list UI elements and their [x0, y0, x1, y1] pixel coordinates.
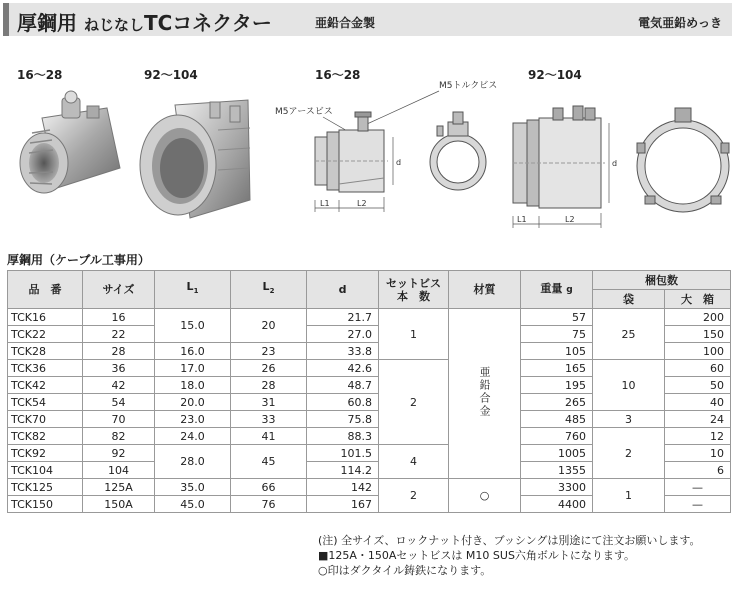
dim-d: d — [396, 158, 402, 167]
cell-size: 82 — [83, 428, 155, 445]
cell-model: TCK92 — [8, 445, 83, 462]
table-row — [8, 309, 731, 326]
cell-size: 54 — [83, 394, 155, 411]
cell-model: TCK16 — [8, 309, 83, 326]
col-header-setbis-2: 本 数 — [397, 289, 430, 303]
cell-model: TCK82 — [8, 428, 83, 445]
cell-l1: 18.0 — [155, 377, 231, 394]
col-header-setbis — [379, 271, 449, 309]
col-header-l1-sub: 1 — [193, 287, 199, 296]
cell-d: 42.6 — [307, 360, 379, 377]
cell-weight: 265 — [521, 394, 593, 411]
cell-box: 200 — [665, 309, 731, 326]
cell-size: 92 — [83, 445, 155, 462]
cell-l2: 31 — [231, 394, 307, 411]
cell-d: 33.8 — [307, 343, 379, 360]
cell-d: 48.7 — [307, 377, 379, 394]
cell-l2: 26 — [231, 360, 307, 377]
table-row — [8, 428, 731, 445]
cell-model: TCK22 — [8, 326, 83, 343]
cell-l1: 16.0 — [155, 343, 231, 360]
col-header-l2-sub: 2 — [269, 287, 275, 296]
col-header-material: 材質 — [449, 271, 521, 309]
cell-l2: 66 — [231, 479, 307, 496]
title-main: 厚鋼用 — [17, 11, 77, 35]
cell-box: 10 — [665, 445, 731, 462]
cell-l1: 20.0 — [155, 394, 231, 411]
dim-d-large: d — [612, 159, 618, 168]
cell-model: TCK125 — [8, 479, 83, 496]
cell-d: 101.5 — [307, 445, 379, 462]
material-label: 亜鉛合金製 — [315, 16, 376, 30]
cell-l1: 23.0 — [155, 411, 231, 428]
cell-model: TCK36 — [8, 360, 83, 377]
cell-setbis: 1 — [379, 309, 449, 360]
cell-l2: 23 — [231, 343, 307, 360]
cell-bag: 3 — [593, 411, 665, 428]
cell-d: 88.3 — [307, 428, 379, 445]
cell-size: 70 — [83, 411, 155, 428]
cell-model: TCK28 — [8, 343, 83, 360]
cell-l2: 76 — [231, 496, 307, 513]
col-header-weight-unit: g — [566, 285, 573, 295]
col-header-l2-text: L — [262, 280, 270, 294]
cell-box: 150 — [665, 326, 731, 343]
cell-weight: 57 — [521, 309, 593, 326]
dim-l1-large: L1 — [517, 215, 527, 224]
photo-label-small: 16～28 — [17, 68, 63, 82]
cell-model: TCK104 — [8, 462, 83, 479]
spec-table — [7, 270, 731, 513]
cell-weight: 760 — [521, 428, 593, 445]
cell-size: 22 — [83, 326, 155, 343]
cell-model: TCK150 — [8, 496, 83, 513]
cell-d: 167 — [307, 496, 379, 513]
connector-photo-large — [130, 90, 255, 225]
cell-l1: 28.0 — [155, 445, 231, 479]
cell-weight: 3300 — [521, 479, 593, 496]
cell-bag: 2 — [593, 428, 665, 479]
cell-size: 28 — [83, 343, 155, 360]
cell-model: TCK70 — [8, 411, 83, 428]
cell-box: 40 — [665, 394, 731, 411]
cell-d: 75.8 — [307, 411, 379, 428]
cell-weight: 485 — [521, 411, 593, 428]
dim-l2-large: L2 — [565, 215, 575, 224]
note-1: (注) 全サイズ、ロックナット付き、ブッシングは別途にて注文お願いします。 — [318, 534, 701, 547]
cell-d: 60.8 — [307, 394, 379, 411]
cell-weight: 195 — [521, 377, 593, 394]
cell-l2: 28 — [231, 377, 307, 394]
technical-drawing-small — [263, 72, 513, 242]
col-header-size: サイズ — [83, 271, 155, 309]
cell-size: 125A — [83, 479, 155, 496]
col-header-model: 品 番 — [8, 271, 83, 309]
cell-weight: 165 — [521, 360, 593, 377]
section-title: 厚鋼用（ケーブル工事用） — [7, 253, 150, 267]
cell-l1: 17.0 — [155, 360, 231, 377]
connector-photo-small — [12, 88, 127, 213]
cell-box: 50 — [665, 377, 731, 394]
cell-size: 36 — [83, 360, 155, 377]
cell-l2: 20 — [231, 309, 307, 343]
col-header-box: 大 箱 — [665, 290, 731, 309]
cell-l2: 41 — [231, 428, 307, 445]
note-3: ○印はダクタイル鋳鉄になります。 — [318, 564, 492, 577]
title-bar — [3, 3, 732, 36]
col-header-l2 — [231, 271, 307, 309]
cell-setbis: 4 — [379, 445, 449, 479]
cell-d: 114.2 — [307, 462, 379, 479]
cell-weight: 105 — [521, 343, 593, 360]
page-title — [17, 7, 272, 36]
drawing-label-large: 92～104 — [528, 68, 582, 82]
col-header-setbis-1: セットビス — [386, 276, 441, 290]
cell-setbis: 2 — [379, 360, 449, 445]
cell-l1: 35.0 — [155, 479, 231, 496]
cell-weight: 1005 — [521, 445, 593, 462]
cell-weight: 75 — [521, 326, 593, 343]
cell-box: — — [665, 479, 731, 496]
cell-bag: 1 — [593, 479, 665, 513]
plating-label: 電気亜鉛めっき — [638, 16, 722, 30]
col-header-weight — [521, 271, 593, 309]
cell-box: 24 — [665, 411, 731, 428]
cell-size: 104 — [83, 462, 155, 479]
cell-model: TCK42 — [8, 377, 83, 394]
material-zinc-text: 亜鉛合金 — [478, 365, 491, 418]
cell-l2: 45 — [231, 445, 307, 479]
table-row — [8, 411, 731, 428]
col-header-bag: 袋 — [593, 290, 665, 309]
cell-size: 42 — [83, 377, 155, 394]
cell-box: 60 — [665, 360, 731, 377]
cell-box: 6 — [665, 462, 731, 479]
col-header-d: d — [307, 271, 379, 309]
note-2: ■125A・150Aセットビスは M10 SUS六角ボルトになります。 — [318, 549, 636, 562]
cell-weight: 4400 — [521, 496, 593, 513]
cell-model: TCK54 — [8, 394, 83, 411]
cell-box: 12 — [665, 428, 731, 445]
col-header-l1-text: L — [186, 280, 194, 294]
technical-drawing-large — [505, 88, 733, 238]
photo-label-large: 92～104 — [144, 68, 198, 82]
table-row — [8, 479, 731, 496]
col-header-packing: 梱包数 — [593, 271, 731, 290]
cell-material-ductile: ○ — [449, 479, 521, 513]
cell-box: 100 — [665, 343, 731, 360]
notes — [318, 533, 701, 578]
cell-size: 16 — [83, 309, 155, 326]
cell-l1: 15.0 — [155, 309, 231, 343]
col-header-weight-text: 重量 — [540, 282, 563, 295]
dim-l1: L1 — [320, 199, 330, 208]
m5-torque-label: M5トルクビス — [439, 81, 498, 91]
cell-l1: 45.0 — [155, 496, 231, 513]
cell-l1: 24.0 — [155, 428, 231, 445]
cell-material-zinc — [449, 309, 521, 479]
m5-earth-label: M5アースビス — [275, 107, 333, 117]
title-sub: ねじなし — [83, 16, 144, 34]
title-product: TCコネクター — [143, 11, 272, 35]
drawing-label-small: 16～28 — [315, 68, 361, 82]
col-header-l1 — [155, 271, 231, 309]
cell-setbis: 2 — [379, 479, 449, 513]
cell-d: 21.7 — [307, 309, 379, 326]
cell-d: 142 — [307, 479, 379, 496]
cell-l2: 33 — [231, 411, 307, 428]
dim-l2: L2 — [357, 199, 367, 208]
cell-box: — — [665, 496, 731, 513]
cell-bag: 10 — [593, 360, 665, 411]
cell-d: 27.0 — [307, 326, 379, 343]
cell-bag: 25 — [593, 309, 665, 360]
table-row — [8, 360, 731, 377]
cell-weight: 1355 — [521, 462, 593, 479]
cell-size: 150A — [83, 496, 155, 513]
